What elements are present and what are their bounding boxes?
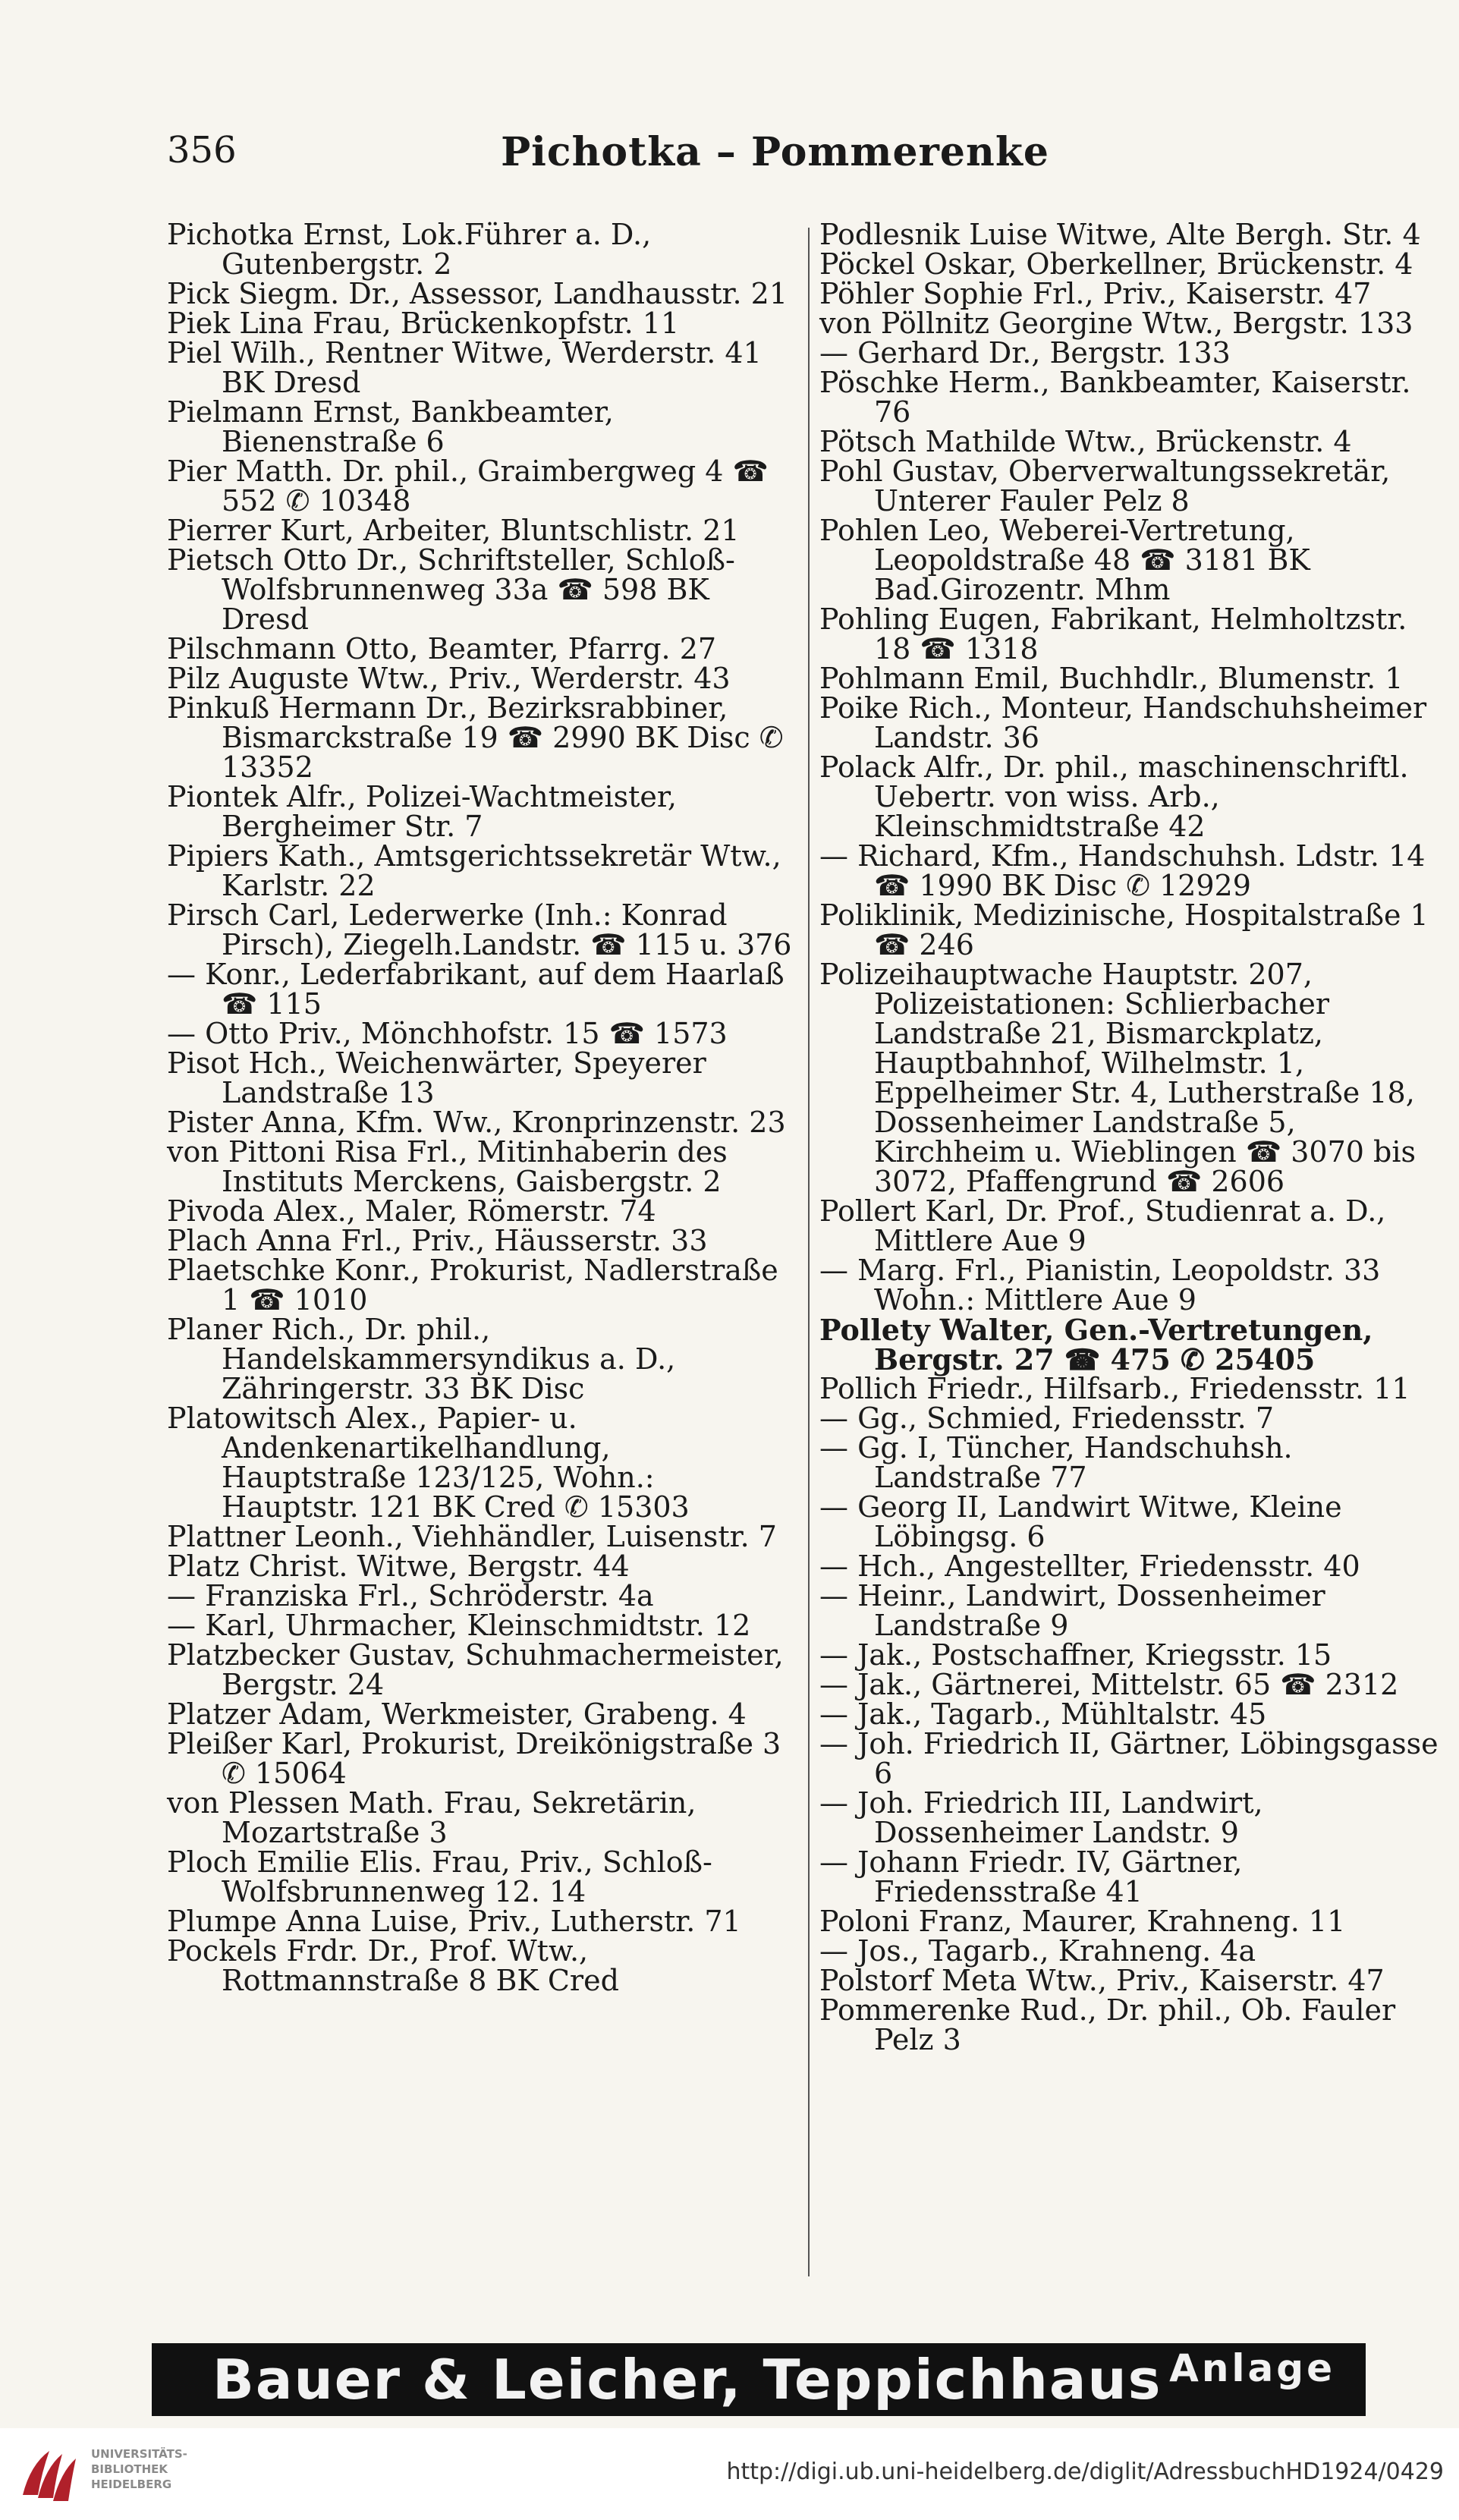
directory-entry: — Heinr., Landwirt, Dossenheimer Landstraße 9 — [819, 1579, 1325, 1642]
directory-entry: Polstorf Meta Wtw., Priv., Kaiserstr. 47 — [819, 1964, 1385, 1997]
directory-entry: Pinkuß Hermann Dr., Bezirksrabbiner, Bismarckstraße 19 ☎ 2990 BK Disc ✆ 13352 — [167, 691, 784, 784]
directory-entry: Ploch Emilie Elis. Frau, Priv., Schloß-Wolfsbrunnenweg 12. 14 — [167, 1845, 712, 1908]
directory-entry: Pielmann Ernst, Bankbeamter, Bienenstraße 6 — [167, 395, 614, 458]
source-url-link[interactable]: http://digi.ub.uni-heidelberg.de/diglit/AdressbuchHD1924/0429 — [726, 2459, 1444, 2485]
directory-entry: Pollety Walter, Gen.-Vertretungen, Bergstr. 27 ☎ 475 ✆ 25405 — [819, 1313, 1373, 1376]
directory-entry: — Gerhard Dr., Bergstr. 133 — [819, 336, 1231, 370]
directory-entry: Platowitsch Alex., Papier- u. Andenkenartikelhandlung, Hauptstraße 123/125, Wohn.: Hauptstr. 121 BK Cred ✆ 15303 — [167, 1402, 690, 1524]
directory-entry: — Joh. Friedrich III, Landwirt, Dossenheimer Landstr. 9 — [819, 1786, 1263, 1849]
directory-entry: Pisot Hch., Weichenwärter, Speyerer Landstraße 13 — [167, 1046, 706, 1109]
directory-entry: Piel Wilh., Rentner Witwe, Werderstr. 41 BK Dresd — [167, 336, 762, 399]
directory-entry: Podlesnik Luise Witwe, Alte Bergh. Str. 4 — [819, 218, 1421, 251]
directory-entry: Pivoda Alex., Maler, Römerstr. 74 — [167, 1194, 656, 1228]
directory-columns — [167, 220, 1457, 2269]
directory-entry: Pöschke Herm., Bankbeamter, Kaiserstr. 76 — [819, 366, 1411, 429]
page-number: 356 — [167, 129, 237, 171]
directory-entry: Pister Anna, Kfm. Ww., Kronprinzenstr. 23 — [167, 1106, 786, 1139]
directory-entry: — Marg. Frl., Pianistin, Leopoldstr. 33 Wohn.: Mittlere Aue 9 — [819, 1254, 1381, 1317]
directory-entry: Platzer Adam, Werkmeister, Grabeng. 4 — [167, 1697, 747, 1731]
page-header — [167, 129, 1383, 190]
advertisement-banner — [152, 2343, 1366, 2416]
directory-entry: Plumpe Anna Luise, Priv., Lutherstr. 71 — [167, 1905, 741, 1938]
directory-entry: Pohlen Leo, Weberei-Vertretung, Leopoldstraße 48 ☎ 3181 BK Bad.Girozentr. Mhm — [819, 514, 1310, 606]
directory-entry: von Pöllnitz Georgine Wtw., Bergstr. 133 — [819, 307, 1413, 340]
directory-entry: Pohlmann Emil, Buchhdlr., Blumenstr. 1 — [819, 662, 1404, 695]
directory-entry: Platz Christ. Witwe, Bergstr. 44 — [167, 1549, 630, 1583]
directory-entry: Poike Rich., Monteur, Handschuhsheimer Landstr. 36 — [819, 691, 1427, 754]
running-head: Pichotka – Pommerenke — [501, 129, 1049, 175]
directory-entry: — Richard, Kfm., Handschuhsh. Ldstr. 14 ☎ 1990 BK Disc ✆ 12929 — [819, 839, 1426, 902]
directory-entry: — Johann Friedr. IV, Gärtner, Friedensstraße 41 — [819, 1845, 1243, 1908]
directory-entry: Polack Alfr., Dr. phil., maschinenschriftl. Uebertr. von wiss. Arb., Kleinschmidtstraße 42 — [819, 750, 1409, 843]
directory-entry: — Karl, Uhrmacher, Kleinschmidtstr. 12 — [167, 1609, 751, 1642]
directory-entry: Pilschmann Otto, Beamter, Pfarrg. 27 — [167, 632, 717, 665]
directory-entry: — Jak., Postschaffner, Kriegsstr. 15 — [819, 1638, 1332, 1672]
directory-entry: Piek Lina Frau, Brückenkopfstr. 11 — [167, 307, 680, 340]
directory-entry: Pierrer Kurt, Arbeiter, Bluntschlistr. 21 — [167, 514, 740, 547]
directory-entry: Pirsch Carl, Lederwerke (Inh.: Konrad Pirsch), Ziegelh.Landstr. ☎ 115 u. 376 — [167, 898, 792, 961]
directory-entry: — Jak., Gärtnerei, Mittelstr. 65 ☎ 2312 — [819, 1668, 1399, 1701]
banner-text: Bauer & Leicher, Teppichhaus — [212, 2348, 1162, 2411]
directory-entry: Pilz Auguste Wtw., Priv., Werderstr. 43 — [167, 662, 731, 695]
directory-entry: — Otto Priv., Mönchhofstr. 15 ☎ 1573 — [167, 1017, 728, 1050]
directory-entry: Pick Siegm. Dr., Assessor, Landhausstr. 21 — [167, 277, 788, 310]
directory-entry: Plaetschke Konr., Prokurist, Nadlerstraße 1 ☎ 1010 — [167, 1254, 778, 1317]
directory-entry: Plattner Leonh., Viehhändler, Luisenstr. 7 — [167, 1520, 777, 1553]
footer — [0, 2428, 1459, 2520]
directory-entry: — Hch., Angestellter, Friedensstr. 40 — [819, 1549, 1360, 1583]
directory-entry: — Georg II, Landwirt Witwe, Kleine Löbingsg. 6 — [819, 1490, 1342, 1553]
directory-entry: Pohling Eugen, Fabrikant, Helmholtzstr. 18 ☎ 1318 — [819, 602, 1407, 665]
directory-entry: Pötsch Mathilde Wtw., Brückenstr. 4 — [819, 425, 1352, 458]
directory-entry: Platzbecker Gustav, Schuhmachermeister, Bergstr. 24 — [167, 1638, 784, 1701]
directory-entry: — Gg., Schmied, Friedensstr. 7 — [819, 1402, 1275, 1435]
directory-entry: Poloni Franz, Maurer, Krahneng. 11 — [819, 1905, 1346, 1938]
university-library-logo-icon — [15, 2442, 83, 2507]
directory-entry: Pier Matth. Dr. phil., Graimbergweg 4 ☎ 552 ✆ 10348 — [167, 455, 769, 518]
directory-entry: Piontek Alfr., Polizei-Wachtmeister, Bergheimer Str. 7 — [167, 780, 677, 843]
directory-entry: — Gg. I, Tüncher, Handschuhsh. Landstraße 77 — [819, 1431, 1293, 1494]
directory-entry: Poliklinik, Medizinische, Hospitalstraße 1 ☎ 246 — [819, 898, 1429, 961]
directory-entry: Pollert Karl, Dr. Prof., Studienrat a. D., Mittlere Aue 9 — [819, 1194, 1386, 1257]
left-column — [167, 220, 797, 1996]
directory-entry: Planer Rich., Dr. phil., Handelskammersyndikus a. D., Zähringerstr. 33 BK Disc — [167, 1313, 676, 1405]
directory-entry: — Joh. Friedrich II, Gärtner, Löbingsgasse 6 — [819, 1727, 1439, 1790]
directory-entry: — Jak., Tagarb., Mühltalstr. 45 — [819, 1697, 1267, 1731]
directory-entry: Pietsch Otto Dr., Schriftsteller, Schloß-Wolfsbrunnenweg 33a ☎ 598 BK Dresd — [167, 543, 735, 636]
directory-entry: Pleißer Karl, Prokurist, Dreikönigstraße 3 ✆ 15064 — [167, 1727, 781, 1790]
directory-entry: Pollich Friedr., Hilfsarb., Friedensstr. 11 — [819, 1372, 1410, 1405]
directory-entry: Pichotka Ernst, Lok.Führer a. D., Gutenbergstr. 2 — [167, 218, 652, 281]
directory-entry: Pommerenke Rud., Dr. phil., Ob. Fauler Pelz 3 — [819, 1993, 1396, 2056]
directory-entry: Pohl Gustav, Oberverwaltungssekretär, Unterer Fauler Pelz 8 — [819, 455, 1391, 518]
directory-entry: Polizeihauptwache Hauptstr. 207, Polizeistationen: Schlierbacher Landstraße 21, Bismarckplatz, Hauptbahnhof, Wilhelmstr. 1, Eppelheimer Str. 4, Lutherstraße 18, Dossenheimer Landstraße 5, Kirchheim u. Wieblingen ☎ 3070 bis 3072, Pfaffengrund ☎ 2606 — [819, 958, 1417, 1198]
directory-entry: von Pittoni Risa Frl., Mitinhaberin des Instituts Merckens, Gaisbergstr. 2 — [167, 1135, 728, 1198]
library-name: UNIVERSITÄTS- BIBLIOTHEK HEIDELBERG — [91, 2447, 187, 2491]
column-divider — [808, 228, 810, 2276]
directory-entry: Pockels Frdr. Dr., Prof. Wtw., Rottmannstraße 8 BK Cred — [167, 1934, 619, 1997]
directory-entry: — Konr., Lederfabrikant, auf dem Haarlaß ☎ 115 — [167, 958, 785, 1021]
directory-entry: — Franziska Frl., Schröderstr. 4a — [167, 1579, 654, 1612]
banner-right-text: Anlage — [1169, 2346, 1335, 2390]
directory-entry: Pöhler Sophie Frl., Priv., Kaiserstr. 47 — [819, 277, 1372, 310]
directory-entry: Pipiers Kath., Amtsgerichtssekretär Wtw., Karlstr. 22 — [167, 839, 781, 902]
directory-entry: von Plessen Math. Frau, Sekretärin, Mozartstraße 3 — [167, 1786, 696, 1849]
directory-entry: — Jos., Tagarb., Krahneng. 4a — [819, 1934, 1256, 1968]
right-column — [819, 220, 1449, 2055]
directory-entry: Pöckel Oskar, Oberkellner, Brückenstr. 4 — [819, 247, 1413, 281]
directory-entry: Plach Anna Frl., Priv., Häusserstr. 33 — [167, 1224, 708, 1257]
